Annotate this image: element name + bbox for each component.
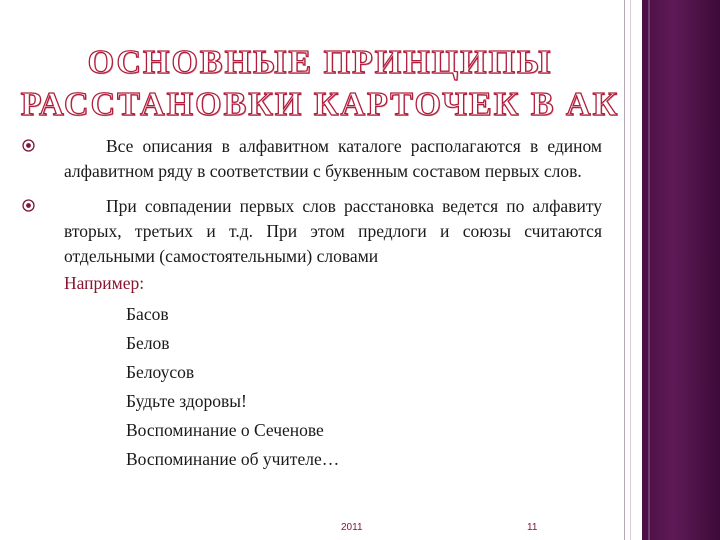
example-item: Белоусов	[126, 362, 195, 382]
title-line-1: ОСНОВНЫЕ ПРИНЦИПЫ	[87, 44, 553, 81]
example-list	[20, 300, 602, 474]
example-heading: Например:	[64, 273, 145, 293]
footer-page-number: 11	[527, 522, 538, 533]
slide-body	[20, 134, 602, 474]
footer-date: 2011	[341, 522, 363, 533]
bullet-item	[20, 134, 602, 184]
title-line-2: РАССТАНОВКИ КАРТОЧЕК В АК	[20, 86, 620, 123]
example-item: Белов	[126, 333, 170, 353]
example-item: Будьте здоровы!	[126, 391, 247, 411]
circled-dot-bullet-icon	[22, 199, 35, 212]
decorative-line	[630, 0, 631, 540]
slide-title	[20, 42, 620, 126]
bullet-item	[20, 194, 602, 269]
decorative-line	[624, 0, 625, 540]
circled-dot-bullet-icon	[22, 139, 35, 152]
example-item: Воспоминание об учителе…	[126, 449, 340, 469]
example-item: Басов	[126, 304, 169, 324]
side-band	[642, 0, 720, 540]
bullet-text: При совпадении первых слов расстановка ведется по алфавиту вторых, третьих и т.д. При этом предлоги и союзы считаются отдельными (самостоятельными) словами	[64, 196, 602, 266]
example-item: Воспоминание о Сеченове	[126, 420, 324, 440]
bullet-text: Все описания в алфавитном каталоге располагаются в едином алфавитном ряду в соответствии с буквенным составом первых слов.	[64, 136, 602, 181]
